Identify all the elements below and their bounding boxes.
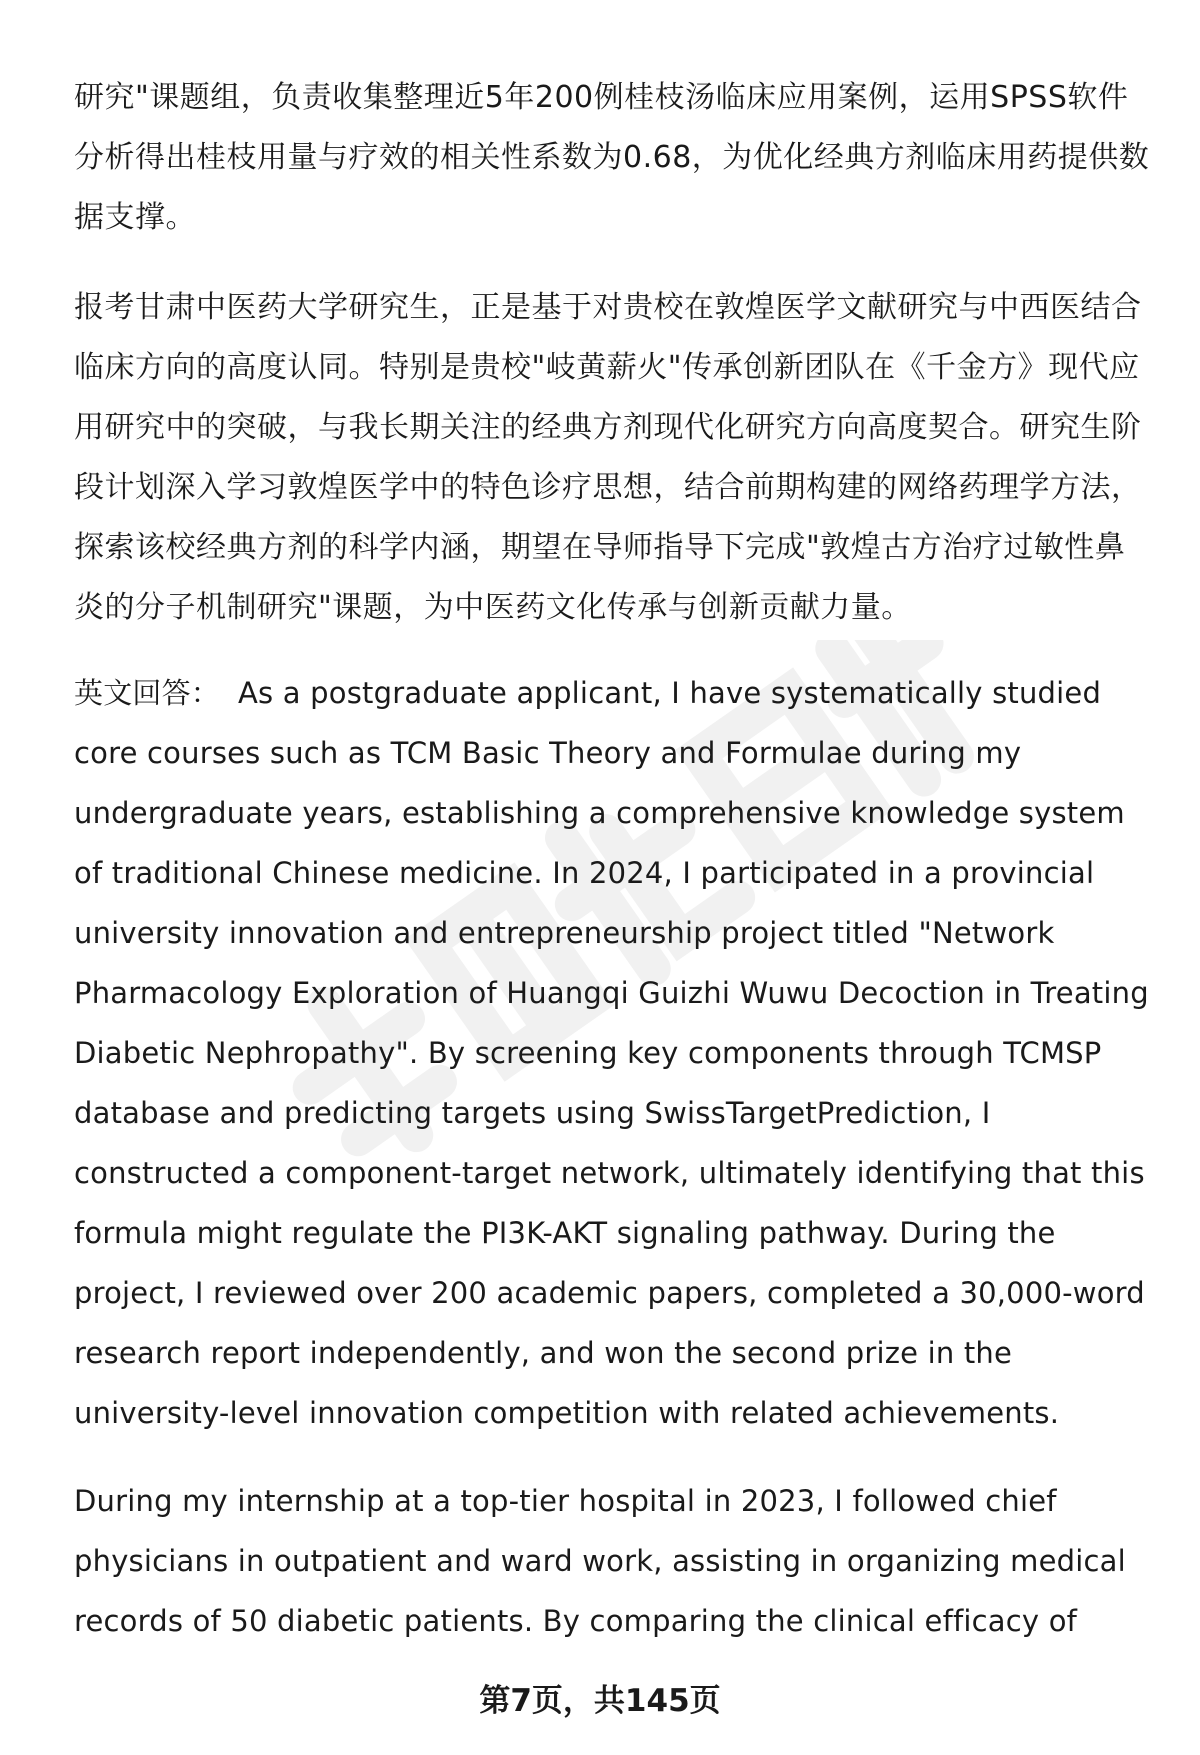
paragraph-4: During my internship at a top-tier hospital in 2023, I followed chief physicians in outpatient and ward work, assisting in organizing medical records of 50 diabetic patients. By comparing the clinical efficacy of — [74, 1484, 1126, 1638]
paragraph-1: 研究"课题组，负责收集整理近5年200例桂枝汤临床应用案例，运用SPSS软件分析得出桂枝用量与疗效的相关性系数为0.68，为优化经典方剂临床用药提供数据支撑。 — [74, 80, 1150, 235]
english-answer-label: 英文回答： — [74, 676, 221, 710]
english-answer-text: As a postgraduate applicant, I have systematically studied core courses such as TCM Basic Theory and Formulae during my undergraduate years, establishing a comprehensive knowledge system of traditional Chinese medicine. In 2024, I participated in a provincial university innovation and entrepreneurship project titled "Network Pharmacology Exploration of Huangqi Guizhi Wuwu Decoction in Treating Diabetic Nephropathy". By screening key components through TCMSP database and predicting targets using SwissTargetPrediction, I constructed a component-target network, ultimately identifying that this formula might regulate the PI3K-AKT signaling pathway. During the project, I reviewed over 200 academic papers, completed a 30,000-word research report independently, and won the second prize in the university-level innovation competition with related achievements. — [74, 676, 1149, 1430]
paragraph-2: 报考甘肃中医药大学研究生，正是基于对贵校在敦煌医学文献研究与中西医结合临床方向的高度认同。特别是贵校"岐黄薪火"传承创新团队在《千金方》现代应用研究中的突破，与我长期关注的经典方剂现代化研究方向高度契合。研究生阶段计划深入学习敦煌医学中的特色诊疗思想，结合前期构建的网络药理学方法，探索该校经典方剂的科学内涵，期望在导师指导下完成"敦煌古方治疗过敏性鼻炎的分子机制研究"课题，为中医药文化传承与创新贡献力量。 — [74, 290, 1142, 625]
page-content — [74, 68, 1154, 1651]
page-number-footer: 第7页，共145页 — [479, 1683, 721, 1719]
paragraph-english-answer — [74, 663, 1154, 1443]
